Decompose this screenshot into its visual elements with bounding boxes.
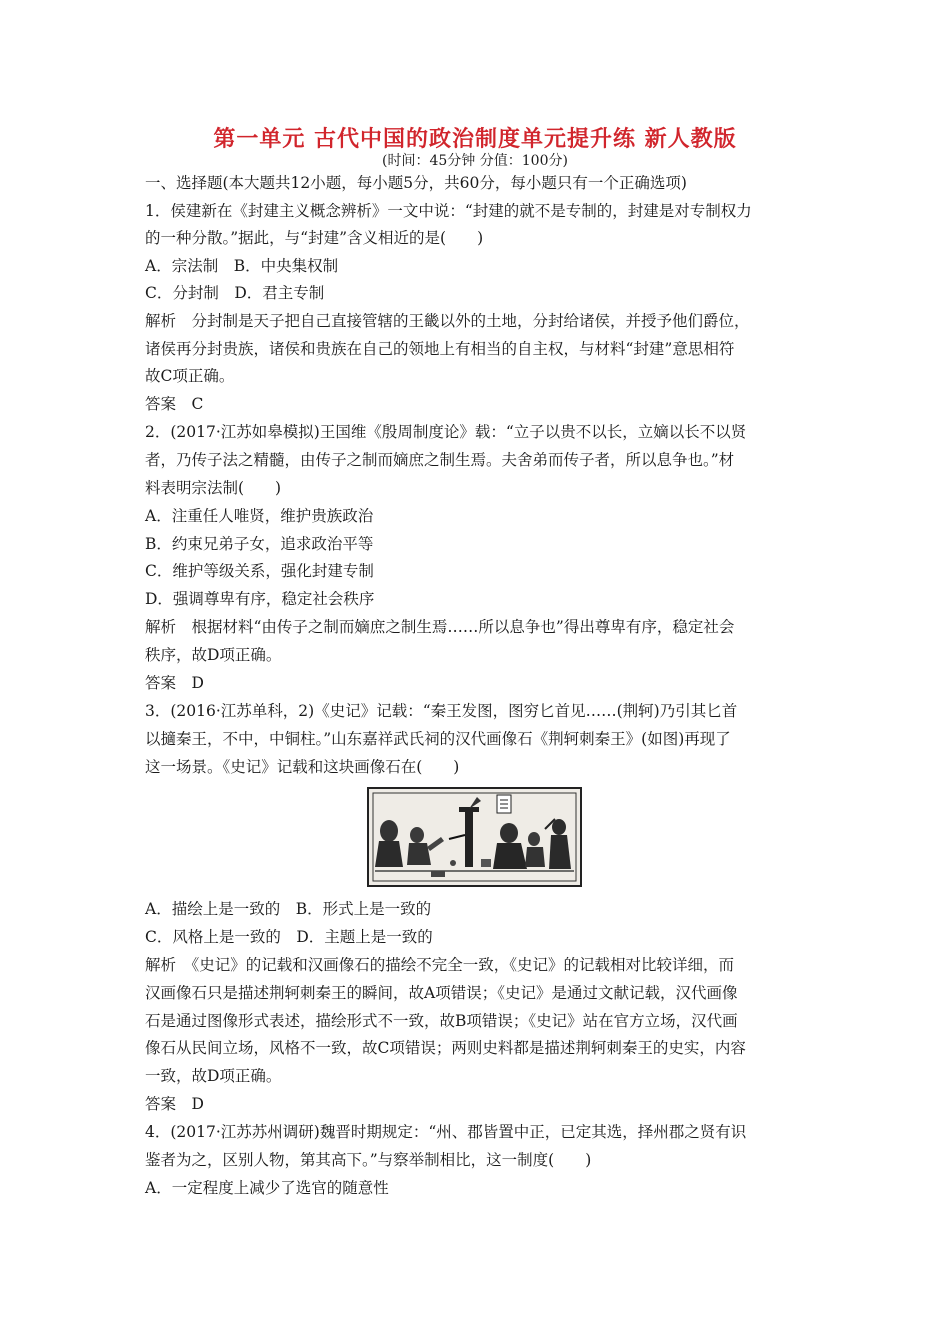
q1-analysis-line: 解析 分封制是天子把自己直接管辖的王畿以外的土地，分封给诸侯，并授予他们爵位， bbox=[145, 312, 750, 330]
q2-option: C．维护等级关系，强化封建专制 bbox=[145, 562, 374, 580]
relief-illustration bbox=[369, 789, 580, 885]
q1-options: A．宗法制 B．中央集权制 bbox=[145, 257, 339, 275]
q4-stem-line: 4．(2017·江苏苏州调研)魏晋时期规定：“州、郡皆置中正，已定其选，择州郡之贤有识 bbox=[145, 1123, 747, 1141]
q3-analysis-line: 石是通过图像形式表述，描绘形式不一致，故B项错误；《史记》站在官方立场，汉代画 bbox=[145, 1012, 738, 1030]
q3-analysis-line: 像石从民间立场，风格不一致，故C项错误；两则史料都是描述荆轲刺秦王的史实，内容 bbox=[145, 1039, 746, 1057]
section-heading: 一、选择题(本大题共12小题，每小题5分，共60分，每小题只有一个正确选项) bbox=[145, 174, 687, 192]
q2-stem-line: 者，乃传子法之精髓，由传子之制而嫡庶之制生焉。夫舍弟而传子者，所以息争也。”材 bbox=[145, 451, 735, 469]
page-subtitle: (时间：45分钟 分值：100分) bbox=[382, 153, 568, 169]
q2-analysis-line: 秩序，故D项正确。 bbox=[145, 646, 282, 664]
q1-stem-line: 的一种分散。”据此，与“封建”含义相近的是( ) bbox=[145, 229, 484, 247]
q2-option: D．强调尊卑有序，稳定社会秩序 bbox=[145, 590, 375, 608]
q2-stem-line: 料表明宗法制( ) bbox=[145, 479, 282, 497]
q3-stem-line: 以擿秦王，不中，中铜柱。”山东嘉祥武氏祠的汉代画像石《荆轲刺秦王》(如图)再现了 bbox=[145, 730, 731, 748]
stone-relief-image bbox=[367, 787, 582, 887]
q4-stem-line: 鉴者为之，区别人物，第其高下。”与察举制相比，这一制度( ) bbox=[145, 1151, 592, 1169]
q1-analysis-line: 故C项正确。 bbox=[145, 367, 235, 385]
q4-option: A．一定程度上减少了选官的随意性 bbox=[145, 1179, 389, 1197]
q1-options: C．分封制 D．君主专制 bbox=[145, 284, 325, 302]
q2-answer: 答案 D bbox=[145, 674, 204, 692]
q3-options: A．描绘上是一致的 B．形式上是一致的 bbox=[145, 900, 432, 918]
q3-analysis-line: 一致，故D项正确。 bbox=[145, 1067, 282, 1085]
page-title: 第一单元 古代中国的政治制度单元提升练 新人教版 bbox=[213, 127, 737, 152]
q3-stem-line: 3．(2016·江苏单科，2)《史记》记载：“秦王发图，图穷匕首见……(荆轲)乃引其匕首 bbox=[145, 702, 738, 720]
q3-stem-line: 这一场景。《史记》记载和这块画像石在( ) bbox=[145, 758, 460, 776]
q1-stem-line: 1．侯建新在《封建主义概念辨析》一文中说：“封建的就不是专制的，封建是对专制权力 bbox=[145, 202, 752, 220]
q2-analysis-line: 解析 根据材料“由传子之制而嫡庶之制生焉……所以息争也”得出尊卑有序，稳定社会 bbox=[145, 618, 735, 636]
q1-answer: 答案 C bbox=[145, 395, 204, 413]
q3-analysis-line: 汉画像石只是描述荆轲刺秦王的瞬间，故A项错误；《史记》是通过文献记载，汉代画像 bbox=[145, 984, 738, 1002]
q2-option: B．约束兄弟子女，追求政治平等 bbox=[145, 535, 374, 553]
q2-stem-line: 2．(2017·江苏如皋模拟)王国维《殷周制度论》载：“立子以贵不以长，立嫡以长不以贤 bbox=[145, 423, 747, 441]
q2-option: A．注重任人唯贤，维护贵族政治 bbox=[145, 507, 374, 525]
q1-analysis-line: 诸侯再分封贵族，诸侯和贵族在自己的领地上有相当的自主权，与材料“封建”意思相符 bbox=[145, 340, 735, 358]
q3-analysis-line: 解析 《史记》的记载和汉画像石的描绘不完全一致，《史记》的记载相对比较详细，而 bbox=[145, 956, 735, 974]
q3-answer: 答案 D bbox=[145, 1095, 204, 1113]
q3-options: C．风格上是一致的 D．主题上是一致的 bbox=[145, 928, 433, 946]
